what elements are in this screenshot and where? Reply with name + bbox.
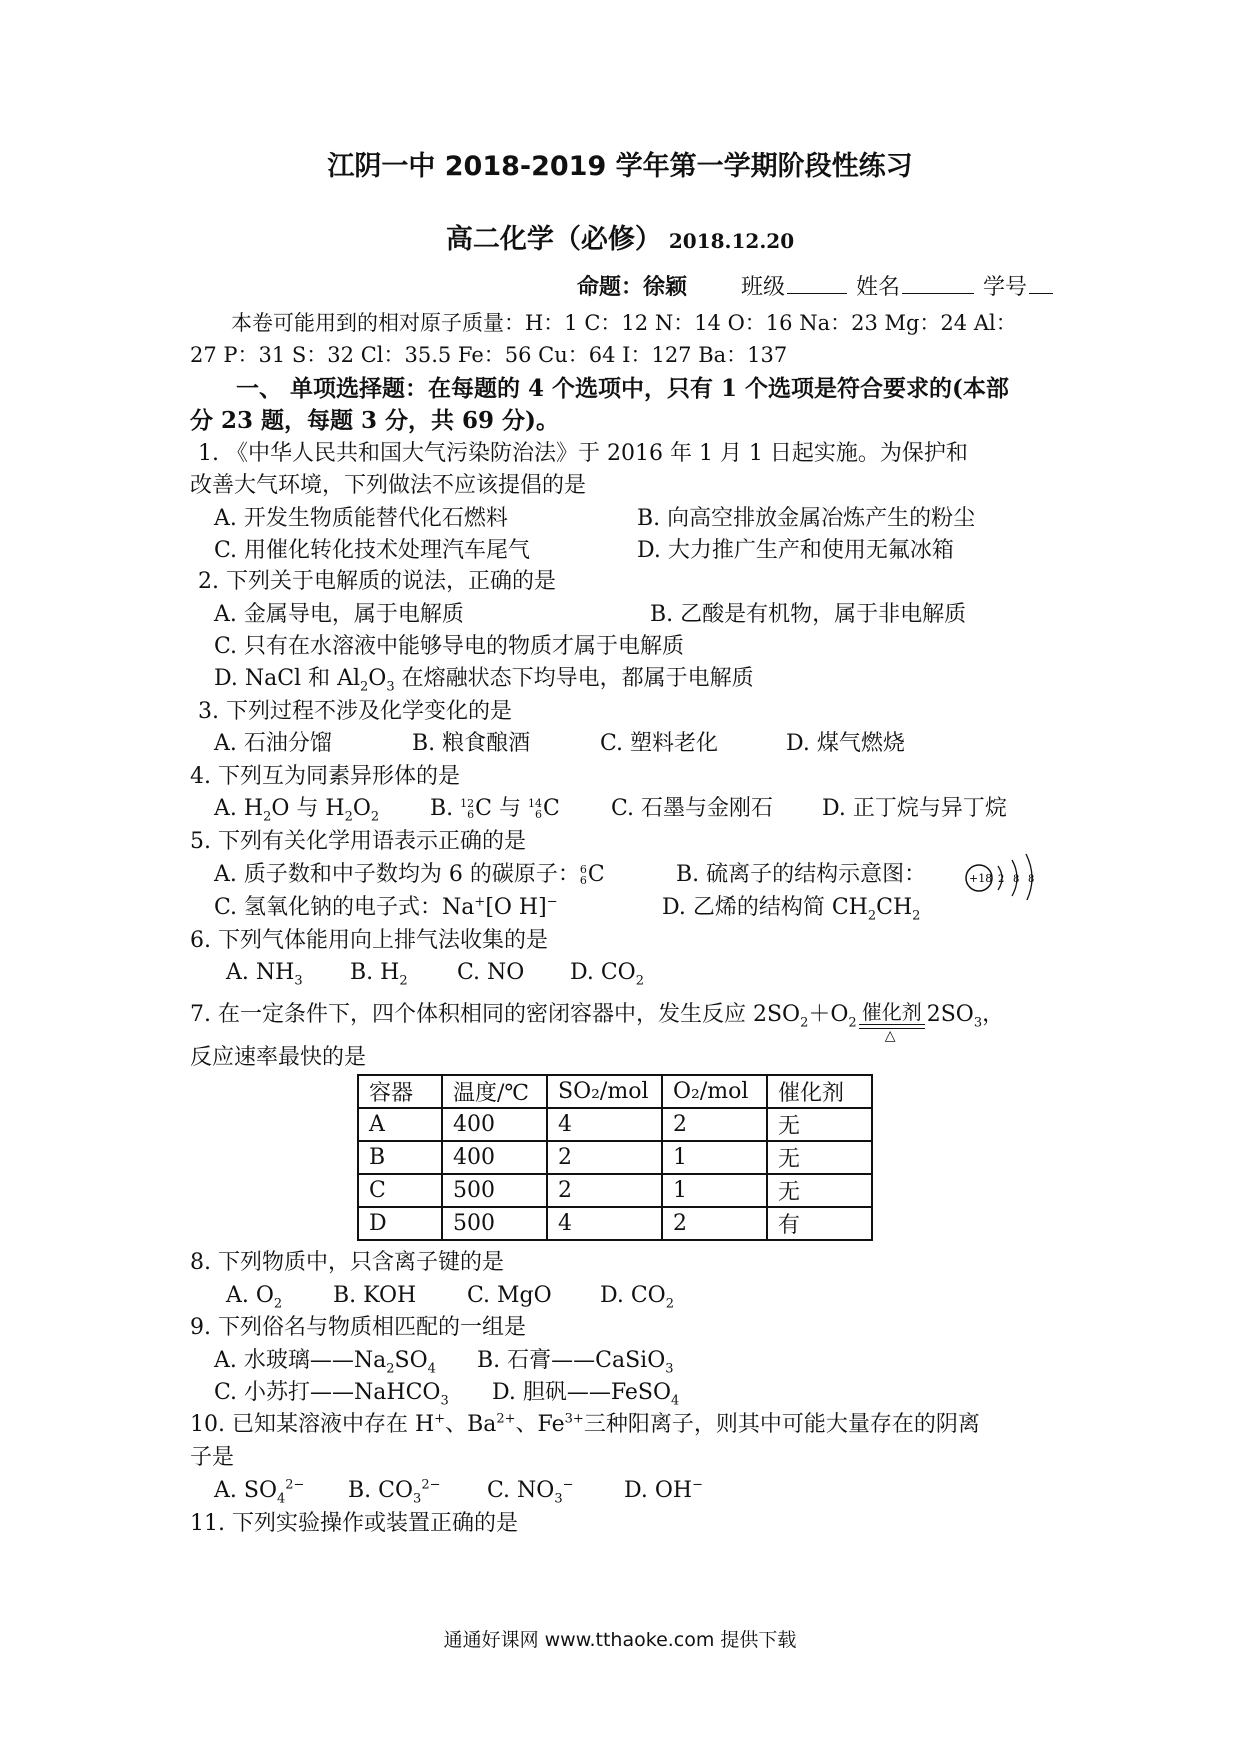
q4-option-c[interactable]: C. 石墨与金刚石 xyxy=(611,796,774,821)
q10-option-c[interactable]: C. $NO_3^-$ xyxy=(487,1477,574,1507)
table-cell: 400 xyxy=(442,1141,547,1174)
q6-option-d[interactable]: D. $CO_2$ xyxy=(570,960,644,989)
subject-line xyxy=(0,225,1240,257)
q2-option-a[interactable]: A. 金属导电，属于电解质 xyxy=(214,602,464,627)
q3-stem: 3. 下列过程不涉及化学变化的是 xyxy=(198,699,512,724)
number-blank[interactable] xyxy=(1029,273,1053,294)
sulfide-ion-structure-diagram xyxy=(962,850,1052,900)
q9-option-d[interactable]: D. 胆矾——FeSO$_4$ xyxy=(492,1380,680,1409)
table-cell: 有 xyxy=(767,1207,872,1240)
table-header-row xyxy=(358,1075,872,1108)
name-label: 姓名 xyxy=(856,275,901,300)
student-info-line xyxy=(577,272,1055,303)
exam-date: 2018.12.20 xyxy=(668,229,795,253)
svg-text:8: 8 xyxy=(1013,874,1020,885)
q5-stem: 5. 下列有关化学用语表示正确的是 xyxy=(190,829,526,854)
q8-option-c[interactable]: C. MgO xyxy=(467,1283,552,1308)
table-cell: 2 xyxy=(662,1207,767,1240)
q7-stem-2: 反应速率最快的是 xyxy=(190,1045,367,1070)
page-title: 江阴一中 2018-2019 学年第一学期阶段性练习 xyxy=(327,151,913,182)
table-cell: 4 xyxy=(547,1108,662,1141)
q11-stem: 11. 下列实验操作或装置正确的是 xyxy=(190,1511,518,1536)
q5-option-c[interactable]: C. 氢氧化钠的电子式：Na+[O H]− xyxy=(214,894,558,920)
q2-option-b[interactable]: B. 乙酸是有机物，属于非电解质 xyxy=(650,602,967,627)
q4-stem: 4. 下列互为同素异形体的是 xyxy=(190,764,460,789)
q1-stem-2: 改善大气环境，下列做法不应该提倡的是 xyxy=(190,473,587,498)
q2-option-d[interactable]: D. NaCl 和 $Al_2O_3$ 在熔融状态下均导电，都属于电解质 xyxy=(214,666,754,695)
q1-option-b[interactable]: B. 向高空排放金属冶炼产生的粉尘 xyxy=(637,506,976,531)
table-cell: D xyxy=(358,1207,442,1240)
table-row xyxy=(358,1141,872,1174)
q7-stem: 7. 在一定条件下，四个体积相同的密闭容器中，发生反应 $2SO_2+O_2$ 催化剂 △ $2SO_3$， xyxy=(190,1000,1005,1044)
q8-option-b[interactable]: B. KOH xyxy=(333,1283,417,1308)
q5-option-d[interactable]: D. 乙烯的结构简 $CH_2CH_2$ xyxy=(662,895,921,924)
section-heading: 一、 单项选择题：在每题的 4 个选项中，只有 1 个选项是符合要求的(本部 xyxy=(236,375,1009,402)
atomic-masses-line1: 本卷可能用到的相对原子质量：H：1 C：12 N：14 O：16 Na：23 Mg：24 Al： xyxy=(231,311,1017,335)
table-cell: 4 xyxy=(547,1207,662,1240)
svg-text:+18: +18 xyxy=(969,872,993,885)
q8-option-d[interactable]: D. $CO_2$ xyxy=(600,1283,674,1312)
table-row xyxy=(358,1207,872,1240)
table-cell: 500 xyxy=(442,1207,547,1240)
q4-option-b[interactable]: B. 12 6 C 与 14 6 C xyxy=(430,796,560,821)
q3-option-c[interactable]: C. 塑料老化 xyxy=(600,731,719,756)
q3-option-b[interactable]: B. 粮食酿酒 xyxy=(412,731,531,756)
q10-option-a[interactable]: A. $SO_4^{2-}$ xyxy=(214,1477,305,1507)
number-label: 学号 xyxy=(983,275,1028,300)
q9-option-a[interactable]: A. 水玻璃$——Na_2SO_4$ xyxy=(214,1348,436,1377)
q9-option-c[interactable]: C. 小苏打——NaHCO$_3$ xyxy=(214,1380,449,1409)
table-header-cell: 温度/℃ xyxy=(442,1075,547,1108)
table-cell: B xyxy=(358,1141,442,1174)
svg-text:8: 8 xyxy=(1028,874,1035,885)
table-cell: 400 xyxy=(442,1108,547,1141)
table-row xyxy=(358,1174,872,1207)
author: 命题：徐颖 xyxy=(577,274,688,300)
section-heading-2: 分 23 题，每题 3 分，共 69 分)。 xyxy=(190,407,559,434)
q1-stem: 1. 《中华人民共和国大气污染防治法》于 2016 年 1 月 1 日起实施。为保护和 xyxy=(198,441,968,466)
q5-option-a[interactable]: A. 质子数和中子数均为 6 的碳原子： 6 6 C xyxy=(214,862,605,887)
table-cell: 2 xyxy=(662,1108,767,1141)
table-cell: C xyxy=(358,1174,442,1207)
table-header-cell: 容器 xyxy=(358,1075,442,1108)
q10-stem-2: 子是 xyxy=(190,1445,235,1470)
table-cell: 500 xyxy=(442,1174,547,1207)
q1-option-d[interactable]: D. 大力推广生产和使用无氟冰箱 xyxy=(637,538,954,563)
q3-option-d[interactable]: D. 煤气燃烧 xyxy=(786,731,905,756)
class-label: 班级 xyxy=(741,275,786,300)
q10-stem: 10. 已知某溶液中存在 H+、$Ba^{2+}$、$Fe^{3+}$三种阳离子，则其中可能大量存在的阴离 xyxy=(190,1411,980,1437)
table-cell: 无 xyxy=(767,1174,872,1207)
q1-option-c[interactable]: C. 用催化转化技术处理汽车尾气 xyxy=(214,538,531,563)
q10-option-b[interactable]: B. $CO_3^{2-}$ xyxy=(348,1477,441,1507)
name-blank[interactable] xyxy=(902,273,974,294)
table-cell: 2 xyxy=(547,1174,662,1207)
q2-stem: 2. 下列关于电解质的说法，正确的是 xyxy=(198,569,556,594)
table-header-cell: SO₂/mol xyxy=(547,1075,662,1108)
q10-option-d[interactable]: D. OH− xyxy=(624,1477,703,1503)
table-cell: 无 xyxy=(767,1108,872,1141)
footer-source: 通通好课网 www.tthaoke.com 提供下载 xyxy=(443,1629,797,1651)
q4-option-a[interactable]: A. $H_2O$ 与 $H_2O_2$ xyxy=(214,796,380,825)
table-row xyxy=(358,1108,872,1141)
atomic-masses-line2: 27 P：31 S：32 Cl：35.5 Fe：56 Cu：64 I：127 Ba：137 xyxy=(190,343,788,367)
q8-option-a[interactable]: A. $O_2$ xyxy=(226,1283,283,1312)
table-cell: 1 xyxy=(662,1141,767,1174)
svg-text:2: 2 xyxy=(998,874,1005,885)
class-blank[interactable] xyxy=(787,273,847,294)
q6-stem: 6. 下列气体能用向上排气法收集的是 xyxy=(190,928,548,953)
table-cell: 1 xyxy=(662,1174,767,1207)
q4-option-d[interactable]: D. 正丁烷与异丁烷 xyxy=(822,796,1007,821)
q6-option-b[interactable]: B. $H_2$ xyxy=(350,960,408,989)
q9-stem: 9. 下列俗名与物质相匹配的一组是 xyxy=(190,1315,526,1340)
q6-option-c[interactable]: C. NO xyxy=(457,960,525,985)
q1-option-a[interactable]: A. 开发生物质能替代化石燃料 xyxy=(214,506,508,531)
q8-stem: 8. 下列物质中，只含离子键的是 xyxy=(190,1250,504,1275)
table-header-cell: 催化剂 xyxy=(767,1075,872,1108)
reaction-conditions-table xyxy=(357,1074,873,1241)
table-cell: 2 xyxy=(547,1141,662,1174)
table-header-cell: O₂/mol xyxy=(662,1075,767,1108)
q2-option-c[interactable]: C. 只有在水溶液中能够导电的物质才属于电解质 xyxy=(214,634,685,659)
subject-title: 高二化学（必修） xyxy=(445,224,662,255)
q5-option-b[interactable]: B. 硫离子的结构示意图： xyxy=(676,862,927,887)
q9-option-b[interactable]: B. 石膏——CaSiO$_3$ xyxy=(477,1348,674,1377)
q6-option-a[interactable]: A. $NH_3$ xyxy=(226,960,303,989)
table-cell: 无 xyxy=(767,1141,872,1174)
catalyst-arrow: 催化剂 △ xyxy=(859,1001,925,1029)
q3-option-a[interactable]: A. 石油分馏 xyxy=(214,731,332,756)
table-cell: A xyxy=(358,1108,442,1141)
